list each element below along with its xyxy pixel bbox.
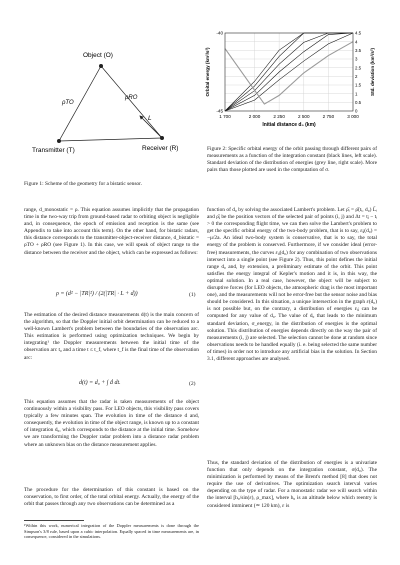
left-paragraph-1: range, d_monostatic = ρ. This equation assumes implicitly that the propagation time in the two-way trip from ground-based radar to orbiting object is negligible and, in consequence, the epoch of emission and reception is the same (see Appendix to take into account this term). On the other hand, for bistatic radars, this distance corresponds to the transmitter-object-receiver distance, d_bistatic = ρTO + ρRO (see Figure 1). In this case, we will speak of object range to the distance between the receiver and the object, which can be expressed as follows: — [24, 207, 199, 256]
x-tick-label: 2 000 — [248, 114, 261, 119]
y2-tick-label: 2 — [355, 73, 358, 79]
equation-1: ρ = (d² − |TR|²) / (2(|TR| · L + d)) — [56, 291, 138, 297]
equation-2-number: (2) — [189, 381, 196, 387]
right-paragraph-2: Thus, the standard deviation of the distribution of energies is a univariate function that only depends on the integration constant, σ(d₀). The minimization is performed by means of the Brent's method [8] that does not require the use of derivatives. The optimization search interval varies depending on the type of radar. For a monostatic radar we will search within the interval [h₀/sin(ε), ρ_max], where h₀ is an altitude below which reentry is considered imminent (≃ 120 km), ε is — [207, 460, 377, 509]
figure1-diagram — [24, 38, 199, 158]
figure2-caption: Figure 2: Specific orbital energy of the orbit passing through different pairs of measurements as a function of the integration constant (black lines, left scale). Standard deviation of the distribution of energies (grey line, right scale). More pairs than those plotted are used in the computation of σ. — [207, 146, 377, 173]
y2-tick-label: 0 — [355, 108, 358, 114]
line-object-rx — [101, 66, 162, 138]
label-rho-ro: ρRO — [125, 95, 138, 101]
line-tx-rx — [59, 138, 162, 141]
figure2-chart — [203, 28, 378, 128]
y2-tick-label: 3 — [355, 56, 358, 62]
y-axis-label: Orbital energy (km²/s²) — [205, 47, 210, 97]
footnote-rule — [24, 520, 84, 521]
label-receiver: Receiver (R) — [142, 145, 179, 152]
figure1-caption: Figure 1: Scheme of the geometry for a bistatic sensor. — [24, 181, 142, 187]
y2-tick-label: 1 — [355, 91, 358, 97]
footnote: ¹Within this work, numerical integration of the Doppler measurements is done through the Simpson's 3/8 rule, based upon a cubic interpolation. Equally spaced in time measurements are, in consequence, considered in the simulations. — [24, 523, 199, 540]
equation-1-number: (1) — [189, 292, 196, 298]
y2-tick-labels — [355, 31, 362, 114]
x-tick-label: 2 750 — [322, 114, 335, 119]
y2-axis-label: Std. deviation (km²/s²) — [370, 48, 375, 96]
x-tick-labels — [219, 114, 359, 119]
y2-tick-label: 1.5 — [355, 82, 362, 88]
y-tick-labels — [216, 31, 223, 114]
chart-series — [225, 33, 353, 111]
energy-line — [225, 33, 353, 111]
y2-tick-label: 4.5 — [355, 30, 362, 36]
y-tick-label: -40 — [216, 30, 223, 36]
x-tick-label: 2 250 — [273, 114, 285, 119]
y-tick-label: -45 — [216, 108, 223, 114]
x-tick-label: 1 700 — [219, 114, 231, 119]
left-paragraph-3: This equation assumes that the radar is taken measurements of the object continuously within a visibility pass. For LEO objects, this visibility pass covers typically a few minutes span. The evolution in time of the distance d and, consequently, the evolution in time of the object range, is known up to a constant of integration d₀, which corresponds to the distance at the initial time. Somehow we are transforming the Doppler radar problem into a distance radar problem where an unknown bias on the distance measurement applies. — [24, 399, 199, 448]
y2-tick-label: 4 — [355, 39, 358, 45]
y2-tick-label: 3.5 — [355, 47, 362, 53]
y2-tick-label: 2.5 — [355, 65, 362, 71]
left-paragraph-2: The estimation of the desired distance measurements d(t) is the main concern of the algorithm, so that the Doppler initial orbit determination can be reduced to a well-known Lambert's problem between the boundaries of the observation arc. This estimation is performed using optimization techniques. We begin by integrating¹ the Doppler measurements between the initial time of the observation arc t₀ and a time t ≤ t_f, where t_f is the final time of the observation arc: — [24, 312, 199, 361]
y2-tick-label: 0.5 — [355, 99, 362, 105]
x-tick-label: 2 500 — [298, 114, 310, 119]
left-paragraph-4: The procedure for the determination of this constant is based on the conservation, to first order, of the total orbital energy. Actually, the energy of the orbit that passes through any two observations can be determined as a — [24, 487, 199, 508]
label-rho-to: ρTO — [62, 100, 74, 106]
label-transmitter: Transmitter (T) — [32, 147, 75, 154]
x-axis-label: Initial distance d₀ (km) — [262, 122, 316, 128]
equation-2: d(t) = d₀ + ∫ ḋ dt. — [79, 380, 121, 386]
right-paragraph-1: function of d₀ by solving the associated Lambert's problem. Let ρ̄ᵢ = ρ̄(tᵢ, d₀) L̄ᵢ and ρ̄ⱼ be the position vectors of the selected pair of points (i, j) and Δt = tⱼ − tᵢ > 0 the corresponding flight time, we can then solve the Lambert's problem to get the specific orbital energy of the two-body problem, that is to say, εᵢⱼ(d₀) = −μ/2a. An ideal two-body system is conservative, that is to say, the total energy of the problem is conserved. Furthermore, if we consider ideal (error-free) measurements, the curves εᵢⱼ(d₀) for any combination of two observations intersect into a single point (see Figure 2). Thus, this point defines the initial range d₀ and, by extension, a preliminary estimate of the orbit. This point satisfies the energy integral of Kepler's motion and it is, in this way, the optimal solution. In a real case, however, the object will be subject to disruptive forces (for LEO objects, the atmospheric drag is the most important one), and the measurements will not be error-free but the sensor noise and bias should be considered. In this situation, a unique intersection in the graph ε(d₀) is not possible but, on the contrary, a distribution of energies εᵢⱼ can be computed for any value of d₀. The value of d₀ that leads to the minimum standard deviation, σ_energy, in the distribution of energies is the optimal solution. This distribution of energies depends directly on the way the pair of measurements (i, j) are selected. The selection cannot be done at random since observations needs to be handled equally (i. e. being selected the same number of times) in order not to introduce any artificial bias in the solution. In Section 3.1, different approaches are analysed. — [207, 207, 377, 362]
label-object: Object (O) — [83, 52, 113, 59]
x-tick-label: 3 000 — [347, 114, 359, 119]
label-vector-l: L — [148, 115, 152, 122]
